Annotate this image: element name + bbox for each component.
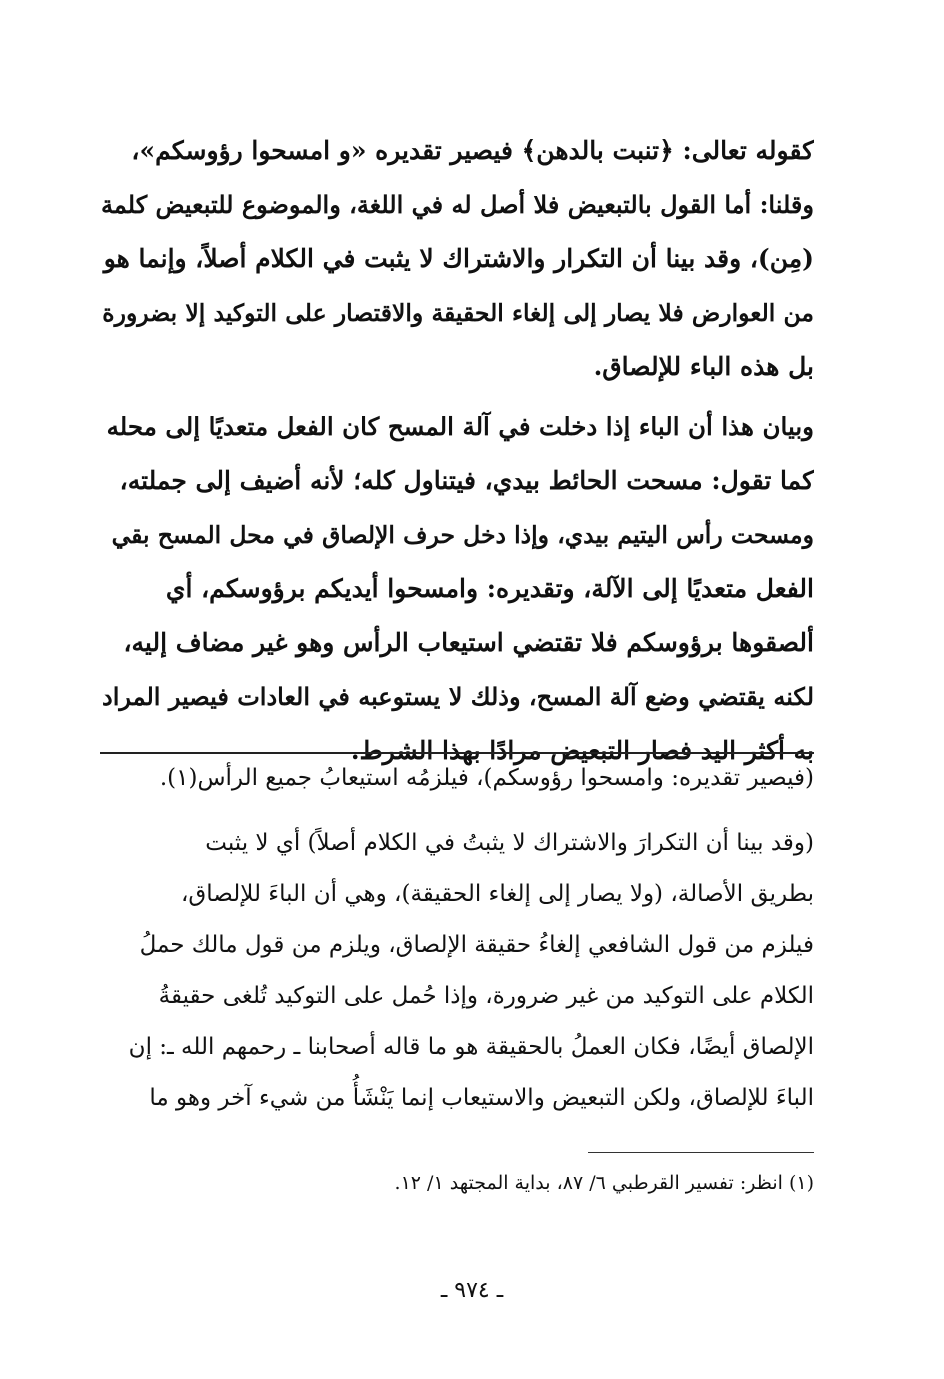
main-text-paragraph-2 <box>100 400 814 778</box>
text-line: من العوارض فلا يصار إلى إلغاء الحقيقة والاقتصار على التوكيد إلا بضرورة <box>102 299 814 327</box>
main-text-paragraph-1 <box>100 124 814 394</box>
text-line: (فيصير تقديره: وامسحوا رؤوسكم)، فيلزمُه استيعابُ جميع الرأس(١). <box>159 765 814 791</box>
text-line: الباءَ للإلصاق، ولكن التبعيض والاستيعاب إنما يَنْشَأُ من شيء آخر وهو ما <box>149 1085 814 1111</box>
text-line: به أكثر اليد فصار التبعيض مرادًا بهذا الشرط. <box>350 736 814 765</box>
footnote-divider <box>588 1152 814 1153</box>
text-line: بطريق الأصالة، (ولا يصار إلى إلغاء الحقيقة)، وهي أن الباءَ للإلصاق، <box>181 881 814 907</box>
text-line: (مِن)، وقد بينا أن التكرار والاشتراك لا يثبت في الكلام أصلاً، وإنما هو <box>103 244 814 273</box>
text-line: ألصقوها برؤوسكم فلا تقتضي استيعاب الرأس وهو غير مضاف إليه، <box>123 628 814 657</box>
text-line: الإلصاق أيضًا، فكان العملُ بالحقيقة هو ما قاله أصحابنا ـ رحمهم الله ـ: إن <box>128 1034 814 1060</box>
text-line: (وقد بينا أن التكرارَ والاشتراك لا يثبتُ في الكلام أصلاً) أي لا يثبت <box>205 830 814 856</box>
commentary-first-line <box>100 752 814 804</box>
text-line: فيلزم من قول الشافعي إلغاءُ حقيقة الإلصاق، ويلزم من قول مالك حملُ <box>139 932 814 958</box>
text-line: كقوله تعالى: ﴿تنبت بالدهن﴾ فيصير تقديره «و امسحوا رؤوسكم»، <box>131 136 814 165</box>
text-line: كما تقول: مسحت الحائط بيدي، فيتناول كله؛ لأنه أضيف إلى جملته، <box>119 466 814 495</box>
text-line: وبيان هذا أن الباء إذا دخلت في آلة المسح كان الفعل متعديًا إلى محله <box>106 412 814 441</box>
text-line: وقلنا: أما القول بالتبعيض فلا أصل له في اللغة، والموضوع للتبعيض كلمة <box>101 190 814 219</box>
commentary-paragraph <box>100 818 814 1124</box>
footnote: (١) انظر: تفسير القرطبي ٦/ ٨٧، بداية المجتهد ١/ ١٢. <box>394 1172 814 1194</box>
page-number: ـ ٩٧٤ ـ <box>440 1278 504 1303</box>
text-line: الفعل متعديًا إلى الآلة، وتقديره: وامسحوا أيديكم برؤوسكم، أي <box>165 574 814 603</box>
text-line: بل هذه الباء للإلصاق. <box>593 352 814 381</box>
text-line: ومسحت رأس اليتيم بيدي، وإذا دخل حرف الإلصاق في محل المسح بقي <box>111 521 814 549</box>
text-line: الكلام على التوكيد من غير ضرورة، وإذا حُمل على التوكيد تُلغى حقيقةُ <box>158 983 814 1009</box>
text-line: لكنه يقتضي وضع آلة المسح، وذلك لا يستوعبه في العادات فيصير المراد <box>102 682 814 711</box>
